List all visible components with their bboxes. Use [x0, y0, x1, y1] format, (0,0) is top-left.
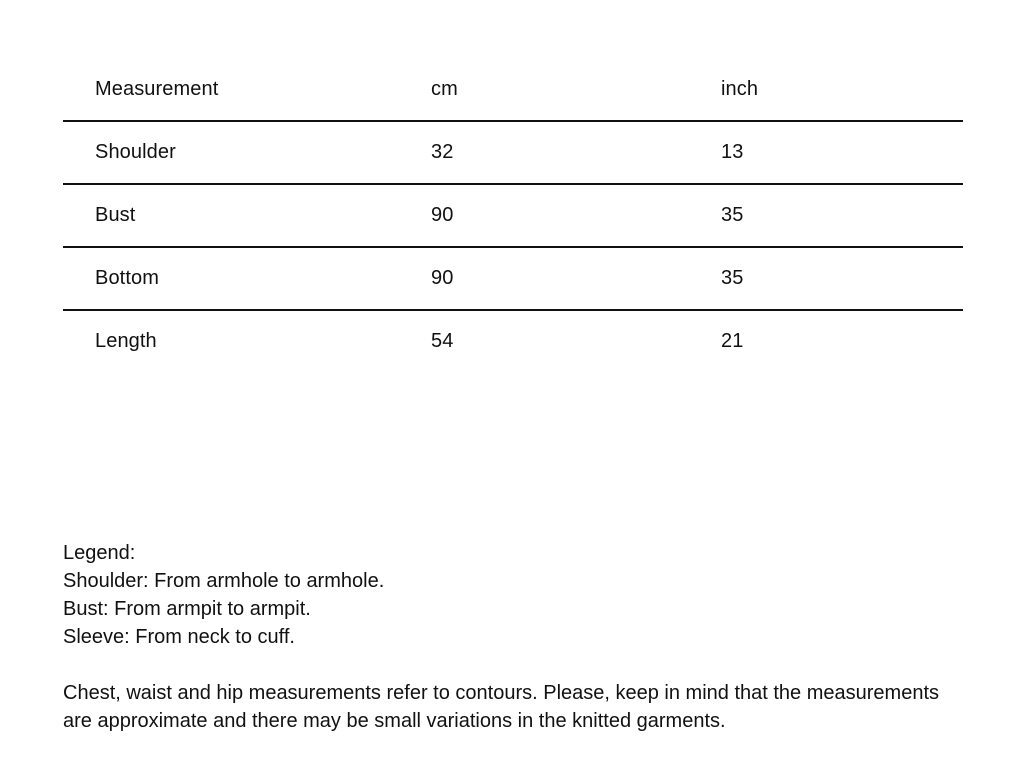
table-row — [63, 310, 963, 372]
header-inch: inch — [721, 78, 759, 100]
row-cm-value: 90 — [431, 267, 454, 289]
legend-item: Sleeve: From neck to cuff. — [63, 626, 295, 648]
table-row — [63, 184, 963, 247]
row-label: Shoulder — [95, 141, 176, 163]
spacer — [63, 651, 963, 679]
table-header-row — [63, 59, 963, 121]
table-row — [63, 247, 963, 310]
legend-item: Bust: From armpit to armpit. — [63, 598, 311, 620]
disclaimer-text: Chest, waist and hip measurements refer to contours. Please, keep in mind that the measurements are approximate and there may be small variations in the knitted garments. — [63, 682, 939, 732]
row-label: Bust — [95, 204, 136, 226]
row-cm-value: 54 — [431, 330, 454, 352]
row-inch-value: 35 — [721, 267, 744, 289]
header-cm: cm — [431, 78, 458, 100]
header-measurement: Measurement — [95, 78, 219, 100]
notes-section — [63, 539, 963, 735]
row-inch-value: 21 — [721, 330, 744, 352]
row-inch-value: 13 — [721, 141, 744, 163]
legend-title: Legend: — [63, 542, 136, 564]
legend-item: Shoulder: From armhole to armhole. — [63, 570, 385, 592]
row-inch-value: 35 — [721, 204, 744, 226]
row-cm-value: 32 — [431, 141, 454, 163]
row-label: Length — [95, 330, 157, 352]
row-cm-value: 90 — [431, 204, 454, 226]
row-label: Bottom — [95, 267, 159, 289]
table-row — [63, 121, 963, 184]
size-table — [63, 59, 963, 372]
